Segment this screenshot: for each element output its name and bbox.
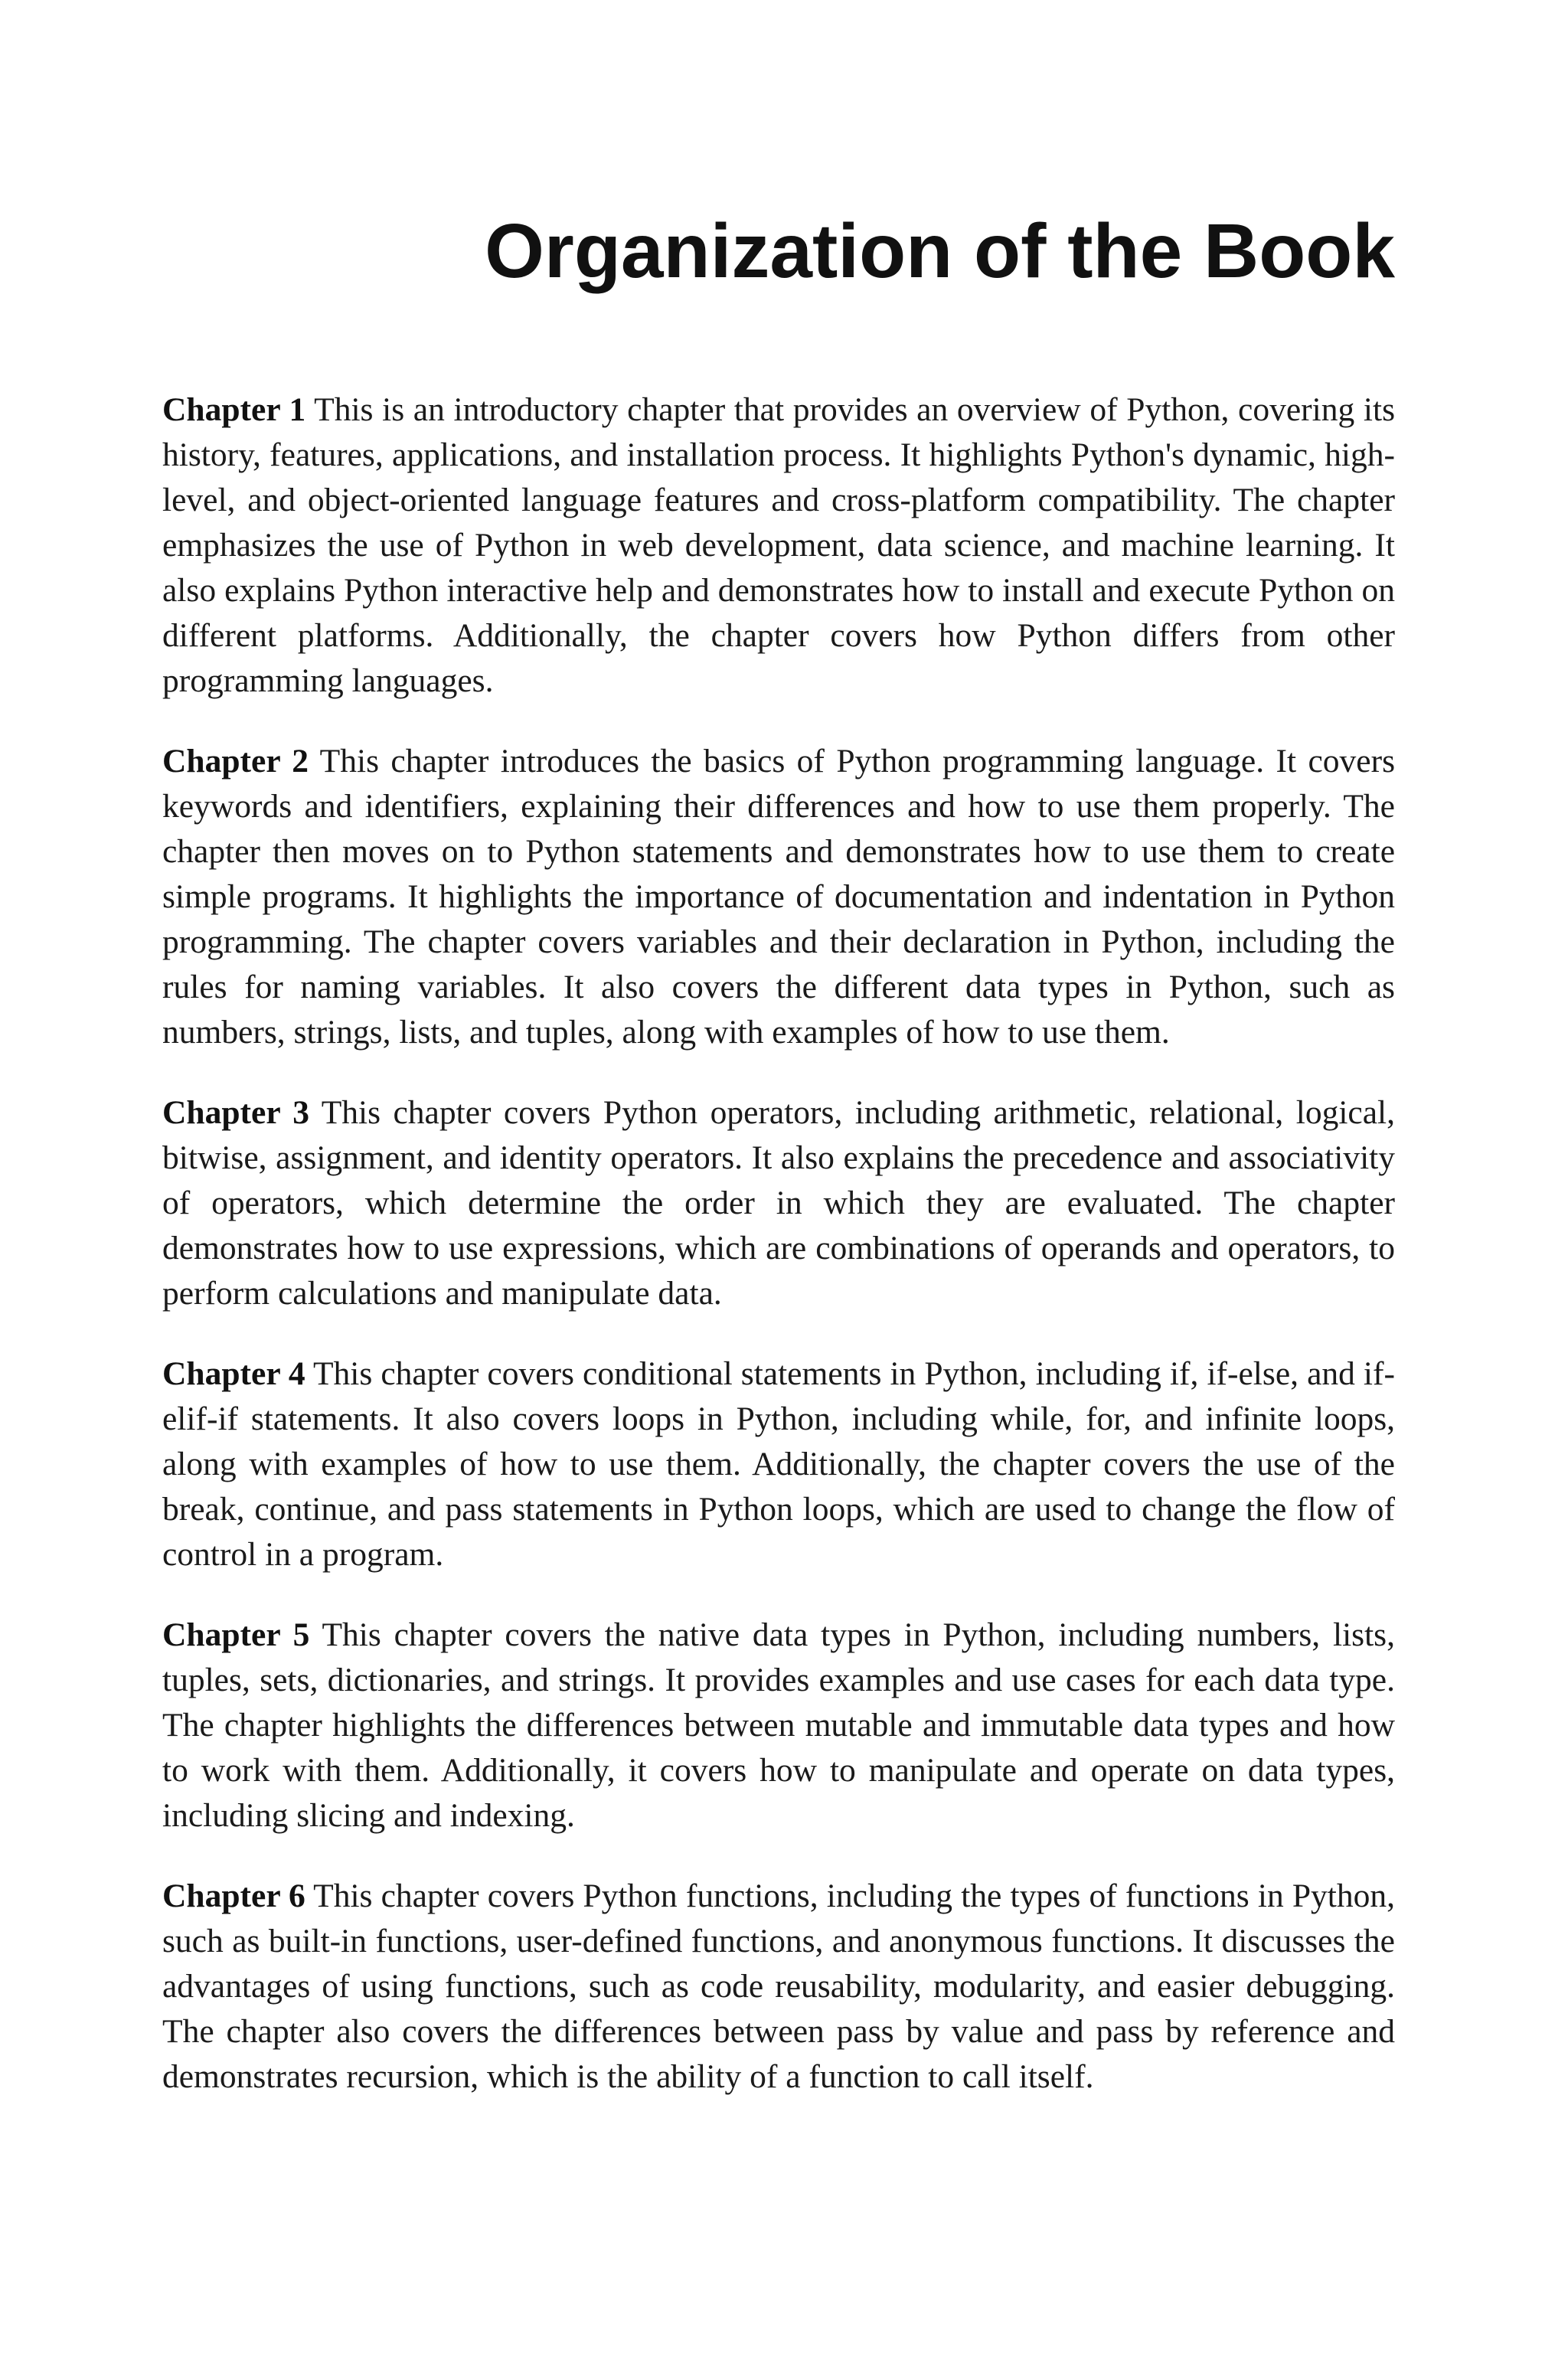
chapter-2-paragraph xyxy=(162,739,1395,1055)
chapter-3-description: This chapter covers Python operators, including arithmetic, relational, logical, bitwise, assignment, and identity operators. It also explains the precedence and associativity of operators, which determine the order in which they are evaluated. The chapter demonstrates how to use expressions, which are combinations of operands and operators, to perform calculations and manipulate data. xyxy=(162,1094,1395,1312)
chapter-6-paragraph xyxy=(162,1874,1395,2100)
chapter-3-label: Chapter 3 xyxy=(162,1094,310,1131)
chapter-5-label: Chapter 5 xyxy=(162,1616,310,1653)
chapter-2-label: Chapter 2 xyxy=(162,743,309,779)
chapter-4-paragraph xyxy=(162,1351,1395,1577)
chapter-6-label: Chapter 6 xyxy=(162,1878,305,1914)
chapter-1-label: Chapter 1 xyxy=(162,391,306,428)
chapter-5-paragraph xyxy=(162,1613,1395,1838)
chapter-6-description: This chapter covers Python functions, including the types of functions in Python, such as built-in functions, user-defined functions, and anonymous functions. It discusses the advantages of using functions, such as code reusability, modularity, and easier debugging. The chapter also covers the differences between pass by value and pass by reference and demonstrates recursion, which is the ability of a function to call itself. xyxy=(162,1878,1395,2095)
page-title: Organization of the Book xyxy=(485,208,1395,294)
chapter-3-paragraph xyxy=(162,1090,1395,1316)
chapter-2-description: This chapter introduces the basics of Python programming language. It covers keywords and identifiers, explaining their differences and how to use them properly. The chapter then moves on to Python statements and demonstrates how to use them to create simple programs. It highlights the importance of documentation and indentation in Python programming. The chapter covers variables and their declaration in Python, including the rules for naming variables. It also covers the different data types in Python, such as numbers, strings, lists, and tuples, along with examples of how to use them. xyxy=(162,743,1395,1051)
chapter-1-paragraph xyxy=(162,387,1395,704)
chapter-4-description: This chapter covers conditional statements in Python, including if, if-else, and if-elif-if statements. It also covers loops in Python, including while, for, and infinite loops, along with examples of how to use them. Additionally, the chapter covers the use of the break, continue, and pass statements in Python loops, which are used to change the flow of control in a program. xyxy=(162,1355,1395,1573)
chapter-list xyxy=(162,387,1395,2135)
chapter-5-description: This chapter covers the native data types in Python, including numbers, lists, tuples, sets, dictionaries, and strings. It provides examples and use cases for each data type. The chapter highlights the differences between mutable and immutable data types and how to work with them. Additionally, it covers how to manipulate and operate on data types, including slicing and indexing. xyxy=(162,1616,1395,1834)
chapter-4-label: Chapter 4 xyxy=(162,1355,305,1392)
chapter-1-description: This is an introductory chapter that provides an overview of Python, covering its history, features, applications, and installation process. It highlights Python's dynamic, high-level, and object-oriented language features and cross-platform compatibility. The chapter emphasizes the use of Python in web development, data science, and machine learning. It also explains Python interactive help and demonstrates how to install and execute Python on different platforms. Additionally, the chapter covers how Python differs from other programming languages. xyxy=(162,391,1395,699)
